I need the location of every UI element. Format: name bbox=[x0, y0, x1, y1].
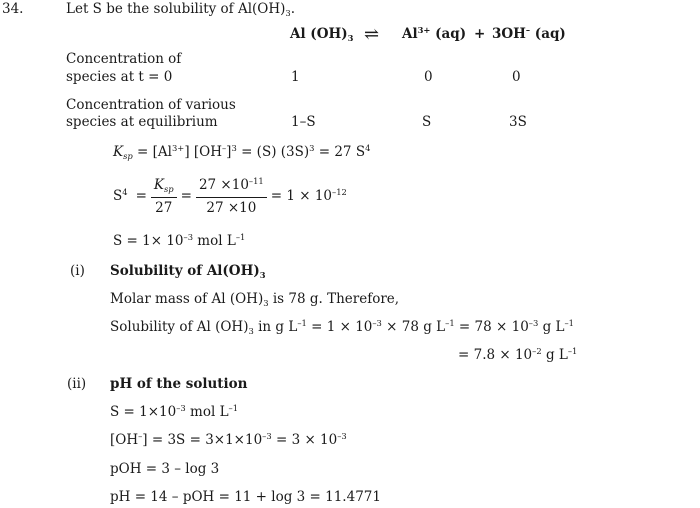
part-ii-heading: pH of the solution bbox=[110, 376, 248, 392]
reaction-product-al: $Al^{3+}$ (aq) bbox=[402, 24, 467, 42]
solubility-calculation-line: Solubility of Al $(OH)_3$ in g $L^{-1} = 1 \times 10^{-3} \times 78$ g $L^{-1} = 78 \times 10^{-3}$ g $L^{-1}$ bbox=[110, 317, 574, 336]
fraction-numeric: $\frac{27 \times 10^{-11}}{27 \times 10}$ bbox=[196, 178, 267, 216]
equilibrium-value-reactant: 1–S bbox=[291, 114, 316, 130]
problem-number: 34. bbox=[2, 1, 24, 17]
equilibrium-concentration-label-1: Concentration of various bbox=[66, 97, 236, 113]
s-mol-line: $S = 1\times 10^{-3}$ mol $L^{-1}$ bbox=[110, 402, 239, 420]
molar-mass-line: Molar mass of Al $(OH)_3$ is 78 g. Therefore, bbox=[110, 291, 400, 308]
equilibrium-value-oh: 3S bbox=[509, 114, 527, 130]
problem-intro: Let S be the solubility of $Al(OH)_3$. bbox=[66, 1, 296, 18]
initial-concentration-label-2: species at t = 0 bbox=[66, 69, 173, 85]
equilibrium-concentration-label-2: species at equilibrium bbox=[66, 114, 218, 130]
s4-equation: $S^4$ = $\frac{K_{sp}}{27}$ = $\frac{27 \times 10^{-11}}{27 \times 10}$ = $1 \times 10^{-12}$ bbox=[113, 175, 347, 216]
reaction-product-oh: 3OH– (aq) bbox=[492, 24, 566, 42]
s-value-equation: $S = 1\times 10^{-3}$ mol $L^{-1}$ bbox=[113, 231, 246, 249]
part-i-heading: Solubility of $Al(OH)_3$ bbox=[110, 263, 266, 280]
fraction-ksp-over-27: $\frac{K_{sp}}{27}$ bbox=[151, 178, 177, 216]
initial-value-al: 0 bbox=[424, 69, 433, 85]
initial-concentration-label-1: Concentration of bbox=[66, 51, 182, 67]
part-i-label: (i) bbox=[70, 263, 85, 279]
reaction-reactant: Al $(OH)_3$ bbox=[290, 26, 354, 43]
equilibrium-value-al: S bbox=[422, 114, 432, 130]
hydroxide-concentration-line: $[OH^-] = 3S = 3\times 1\times 10^{-3} = 3 \times 10^{-3}$ bbox=[110, 430, 347, 448]
ph-line: pH = 14 – pOH = 11 + log 3 = 11.4771 bbox=[110, 489, 381, 505]
ksp-equation: $K_{sp} = [Al^{3+}] [OH^-]^3 = (S) (3S)^3 = 27$ $S^4$ bbox=[113, 142, 371, 161]
reaction-plus: + bbox=[474, 26, 486, 42]
part-ii-label: (ii) bbox=[67, 376, 87, 392]
solubility-result-line: = $7.8 \times 10^{-2}$ g $L^{-1}$ bbox=[458, 345, 578, 363]
initial-value-oh: 0 bbox=[512, 69, 521, 85]
equilibrium-arrow-icon: ⇌ bbox=[364, 24, 380, 45]
initial-value-reactant: 1 bbox=[291, 69, 300, 85]
poh-line: pOH = 3 – log 3 bbox=[110, 461, 220, 477]
